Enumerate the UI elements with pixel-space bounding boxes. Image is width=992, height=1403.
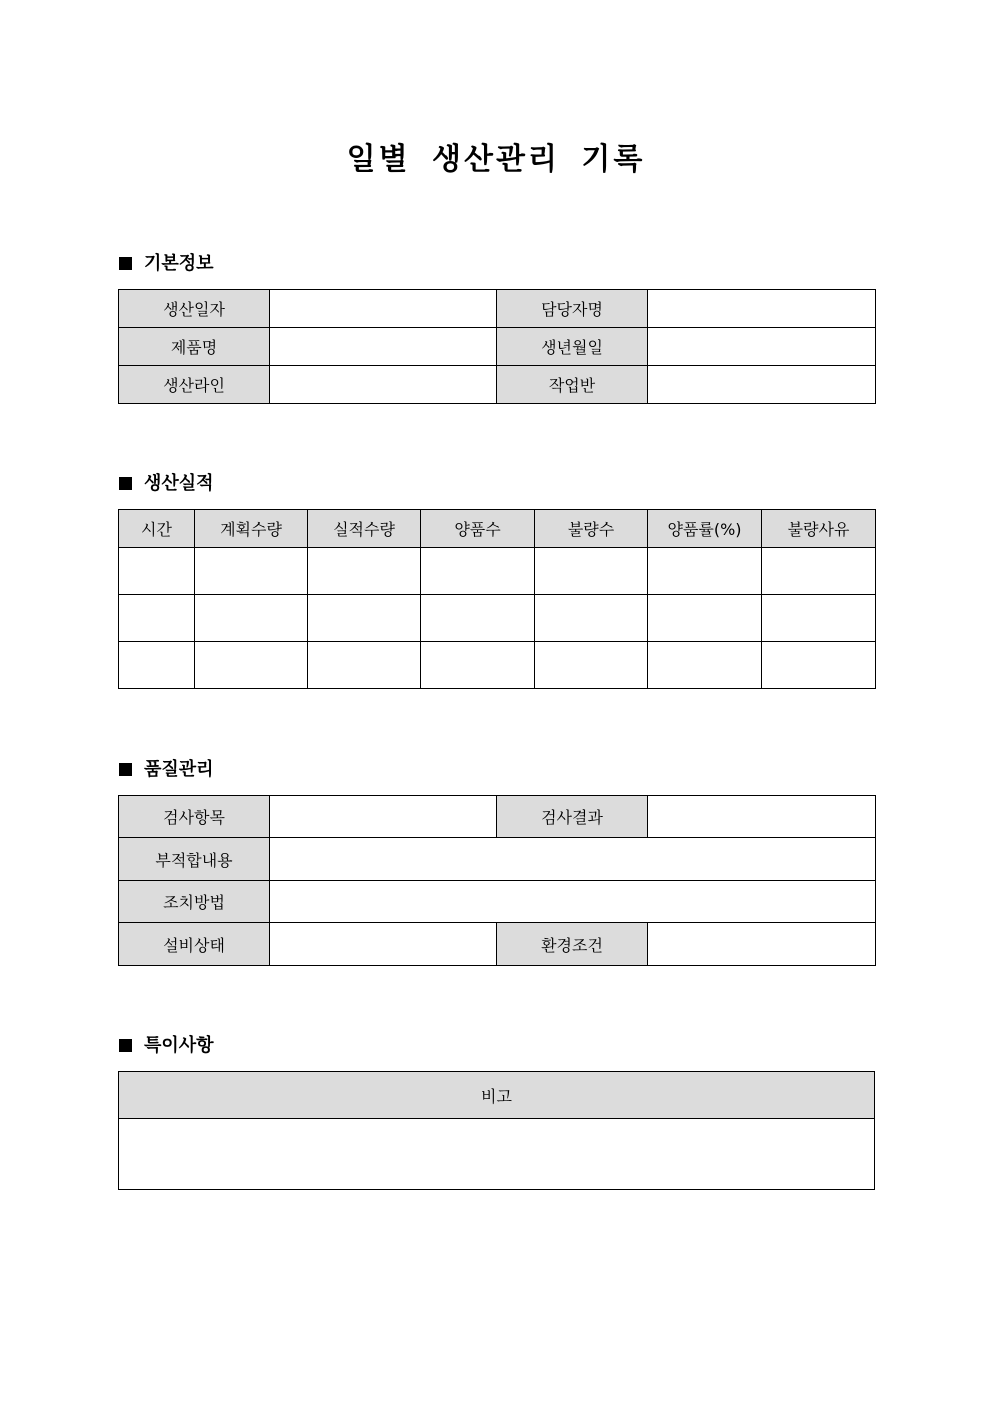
- table-row: [119, 881, 876, 923]
- table-cell[interactable]: [421, 595, 535, 642]
- label-production-date: 생산일자: [119, 290, 270, 328]
- section-title: 기본정보: [144, 253, 214, 274]
- table-header-row: [119, 510, 876, 548]
- label-corrective-action: 조치방법: [119, 881, 270, 923]
- table-cell[interactable]: [762, 642, 876, 689]
- label-nonconformity: 부적합내용: [119, 838, 270, 881]
- square-bullet-icon: [119, 477, 132, 490]
- table-row: [119, 642, 876, 689]
- table-row: [119, 595, 876, 642]
- label-inspection-result: 검사결과: [497, 796, 648, 838]
- column-header-yield-rate: 양품률(%): [648, 510, 762, 548]
- table-row: [119, 328, 876, 366]
- birth-date-field[interactable]: [648, 328, 876, 366]
- square-bullet-icon: [119, 1039, 132, 1052]
- production-date-field[interactable]: [270, 290, 497, 328]
- table-row: [119, 838, 876, 881]
- table-cell[interactable]: [648, 642, 762, 689]
- section-heading-basic-info: [119, 251, 214, 277]
- table-cell[interactable]: [535, 595, 648, 642]
- label-work-team: 작업반: [497, 366, 648, 404]
- square-bullet-icon: [119, 257, 132, 270]
- table-cell[interactable]: [762, 548, 876, 595]
- section-heading-quality: [119, 757, 214, 783]
- table-row: [119, 548, 876, 595]
- label-equipment-status: 설비상태: [119, 923, 270, 966]
- inspection-result-field[interactable]: [648, 796, 876, 838]
- table-row: [119, 290, 876, 328]
- table-cell[interactable]: [648, 595, 762, 642]
- table-header-row: [119, 1072, 875, 1119]
- table-row: [119, 366, 876, 404]
- column-header-good-count: 양품수: [421, 510, 535, 548]
- table-cell[interactable]: [119, 548, 195, 595]
- table-cell[interactable]: [421, 642, 535, 689]
- remarks-header: 비고: [119, 1072, 875, 1119]
- section-title: 생산실적: [144, 473, 214, 494]
- section-title: 품질관리: [144, 759, 214, 780]
- label-manager-name: 담당자명: [497, 290, 648, 328]
- label-inspection-item: 검사항목: [119, 796, 270, 838]
- label-environment: 환경조건: [497, 923, 648, 966]
- table-cell[interactable]: [648, 548, 762, 595]
- remarks-field[interactable]: [119, 1119, 875, 1190]
- section-heading-production: [119, 471, 214, 497]
- table-row: [119, 923, 876, 966]
- production-table: [118, 509, 876, 689]
- table-row: [119, 796, 876, 838]
- table-cell[interactable]: [421, 548, 535, 595]
- square-bullet-icon: [119, 763, 132, 776]
- column-header-planned-qty: 계획수량: [195, 510, 308, 548]
- nonconformity-field[interactable]: [270, 838, 876, 881]
- table-cell[interactable]: [535, 548, 648, 595]
- table-cell[interactable]: [308, 642, 421, 689]
- table-cell[interactable]: [195, 548, 308, 595]
- column-header-actual-qty: 실적수량: [308, 510, 421, 548]
- equipment-status-field[interactable]: [270, 923, 497, 966]
- product-name-field[interactable]: [270, 328, 497, 366]
- corrective-action-field[interactable]: [270, 881, 876, 923]
- table-cell[interactable]: [119, 642, 195, 689]
- column-header-defect-reason: 불량사유: [762, 510, 876, 548]
- environment-field[interactable]: [648, 923, 876, 966]
- remarks-table: [118, 1071, 875, 1190]
- table-cell[interactable]: [119, 595, 195, 642]
- section-title: 특이사항: [144, 1035, 214, 1056]
- label-product-name: 제품명: [119, 328, 270, 366]
- inspection-item-field[interactable]: [270, 796, 497, 838]
- table-cell[interactable]: [308, 548, 421, 595]
- basic-info-table: [118, 289, 876, 404]
- production-line-field[interactable]: [270, 366, 497, 404]
- table-cell[interactable]: [535, 642, 648, 689]
- quality-table: [118, 795, 876, 966]
- table-cell[interactable]: [195, 595, 308, 642]
- table-row: [119, 1119, 875, 1190]
- table-cell[interactable]: [195, 642, 308, 689]
- label-birth-date: 생년월일: [497, 328, 648, 366]
- label-production-line: 생산라인: [119, 366, 270, 404]
- table-cell[interactable]: [308, 595, 421, 642]
- table-cell[interactable]: [762, 595, 876, 642]
- section-heading-remarks: [119, 1033, 214, 1059]
- column-header-time: 시간: [119, 510, 195, 548]
- column-header-defect-count: 불량수: [535, 510, 648, 548]
- work-team-field[interactable]: [648, 366, 876, 404]
- page-title: 일별 생산관리 기록: [346, 142, 646, 177]
- manager-name-field[interactable]: [648, 290, 876, 328]
